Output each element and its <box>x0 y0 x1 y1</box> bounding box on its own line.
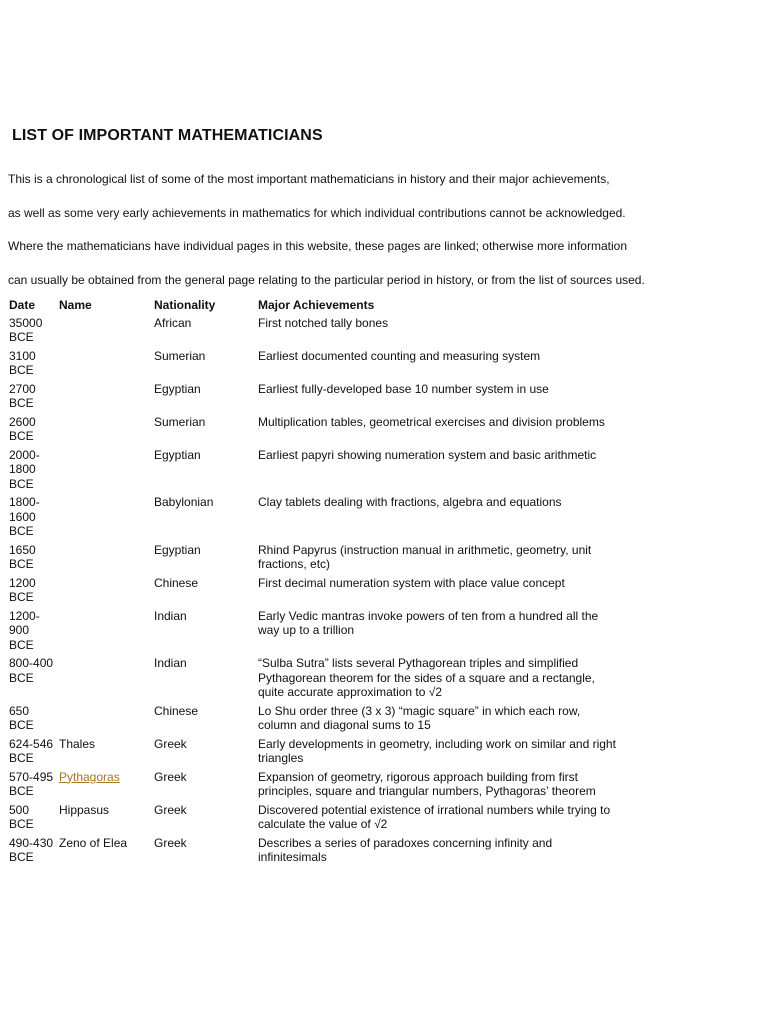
cell-nationality: Indian <box>154 608 187 623</box>
cell-achievements: Expansion of geometry, rigorous approach building from first principles, square and triangular numbers, Pythagoras’ theorem <box>258 769 596 798</box>
cell-nationality: Egyptian <box>154 542 201 557</box>
table-row <box>7 415 618 448</box>
cell-date: 490-430 BCE <box>9 835 54 864</box>
cell-date: 1200-900 BCE <box>9 608 40 652</box>
column-header-date: Date <box>9 298 36 312</box>
cell-date: 1650 BCE <box>9 542 36 571</box>
cell-nationality: Chinese <box>154 703 199 718</box>
cell-name <box>57 415 152 448</box>
cell-date: 3100 BCE <box>9 348 36 377</box>
cell-name <box>57 576 152 609</box>
cell-nationality: Sumerian <box>154 414 206 429</box>
cell-achievements: Clay tablets dealing with fractions, algebra and equations <box>258 495 562 509</box>
table-row <box>7 737 618 770</box>
cell-achievements: Earliest documented counting and measuring system <box>258 348 541 363</box>
cell-name <box>57 349 152 382</box>
cell-date: 35000 BCE <box>9 315 43 344</box>
cell-date: 1800-1600 BCE <box>9 495 40 538</box>
cell-achievements: Multiplication tables, geometrical exercises and division problems <box>258 414 605 429</box>
table-header <box>7 298 618 316</box>
cell-nationality: Babylonian <box>154 495 214 509</box>
cell-date: 570-495 BCE <box>9 769 54 798</box>
table-row <box>7 803 618 836</box>
table-row <box>7 836 618 869</box>
cell-date: 2000-1800 BCE <box>9 447 40 491</box>
table-row <box>7 349 618 382</box>
cell-achievements: Earliest papyri showing numeration system and basic arithmetic <box>258 447 597 462</box>
cell-achievements: Rhind Papyrus (instruction manual in arithmetic, geometry, unit fractions, etc) <box>258 542 592 571</box>
cell-nationality: Egyptian <box>154 381 201 396</box>
cell-date: 2700 BCE <box>9 381 36 410</box>
intro-paragraph-1: This is a chronological list of some of the most important mathematicians in history and their major achievements, <box>8 172 610 186</box>
cell-nationality: Greek <box>154 802 187 817</box>
intro-paragraph-2: as well as some very early achievements in mathematics for which individual contributions cannot be acknowledged. <box>8 205 626 220</box>
cell-nationality: Greek <box>154 736 187 751</box>
cell-achievements: Early Vedic mantras invoke powers of ten from a hundred all the way up to a trillion <box>258 608 599 637</box>
cell-date: 1200 BCE <box>9 575 36 604</box>
cell-achievements: “Sulba Sutra” lists several Pythagorean triples and simplified Pythagorean theorem for the sides of a square and a rectangle, quite accurate approximation to √2 <box>258 656 595 699</box>
table-row <box>7 448 618 496</box>
cell-nationality: Greek <box>154 835 187 850</box>
cell-name <box>57 382 152 415</box>
cell-nationality: Egyptian <box>154 447 201 462</box>
cell-achievements: First decimal numeration system with place value concept <box>258 575 565 590</box>
cell-nationality: Indian <box>154 656 187 670</box>
cell-achievements: Early developments in geometry, including work on similar and right triangles <box>258 736 616 765</box>
table-row <box>7 704 618 737</box>
table-row <box>7 543 618 576</box>
cell-achievements: Discovered potential existence of irrational numbers while trying to calculate the value of √2 <box>258 802 611 831</box>
table-body <box>7 316 618 869</box>
cell-date: 650 BCE <box>9 703 34 732</box>
cell-date: 2600 BCE <box>9 414 36 443</box>
cell-name <box>57 704 152 737</box>
mathematicians-table <box>7 298 618 869</box>
cell-achievements: Describes a series of paradoxes concerning infinity and infinitesimals <box>258 835 553 864</box>
table-row <box>7 495 618 543</box>
cell-date: 624-546 BCE <box>9 736 54 765</box>
cell-name <box>57 316 152 349</box>
cell-name: Zeno of Elea <box>59 835 128 850</box>
cell-name: Hippasus <box>59 802 110 817</box>
page-title: LIST OF IMPORTANT MATHEMATICIANS <box>12 127 323 144</box>
table-row <box>7 316 618 349</box>
column-header-achievements: Major Achievements <box>258 298 375 312</box>
cell-name <box>57 448 152 496</box>
table-row <box>7 656 618 704</box>
cell-achievements: First notched tally bones <box>258 315 389 330</box>
cell-nationality: Sumerian <box>154 348 206 363</box>
cell-nationality: Greek <box>154 769 187 784</box>
intro-paragraph-4: can usually be obtained from the general page relating to the particular period in history, or from the list of sources used. <box>8 272 645 287</box>
table-row <box>7 382 618 415</box>
cell-name <box>57 770 152 803</box>
column-header-name: Name <box>59 298 92 312</box>
cell-achievements: Earliest fully-developed base 10 number system in use <box>258 381 549 396</box>
mathematician-link[interactable]: Pythagoras <box>59 769 120 784</box>
cell-date: 500 BCE <box>9 802 34 831</box>
cell-name <box>57 609 152 657</box>
cell-name <box>57 495 152 543</box>
cell-nationality: African <box>154 315 192 330</box>
cell-nationality: Chinese <box>154 575 199 590</box>
intro-text <box>8 163 728 297</box>
table-header-row <box>7 298 618 316</box>
cell-name <box>57 543 152 576</box>
table-row <box>7 609 618 657</box>
intro-paragraph-3: Where the mathematicians have individual pages in this website, these pages are linked; otherwise more information <box>8 239 627 253</box>
cell-name: Thales <box>59 736 96 751</box>
table-row <box>7 576 618 609</box>
cell-achievements: Lo Shu order three (3 x 3) “magic square” in which each row, column and diagonal sums to 15 <box>258 703 581 732</box>
column-header-nationality: Nationality <box>154 298 216 312</box>
cell-date: 800-400 BCE <box>9 656 54 685</box>
table-row <box>7 770 618 803</box>
cell-name <box>57 656 152 704</box>
